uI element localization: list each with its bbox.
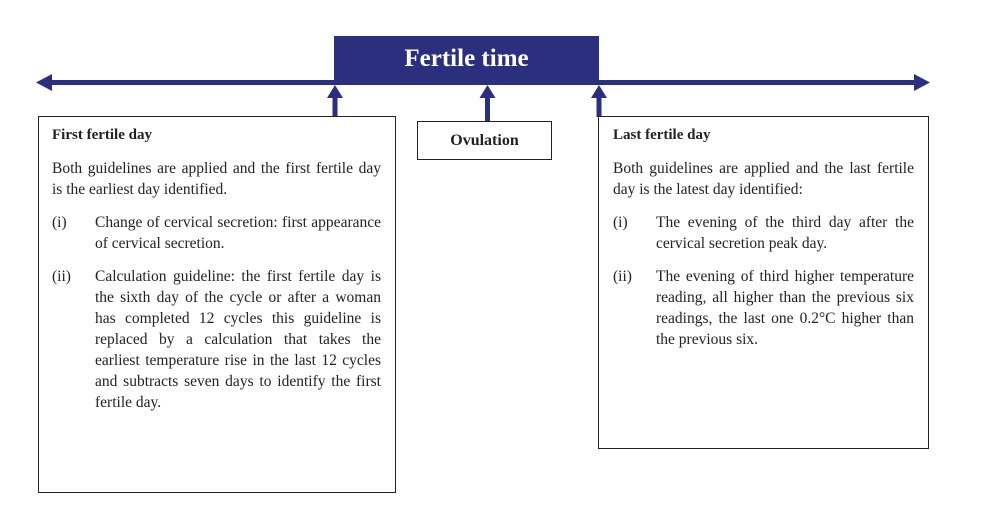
guideline-number: (i) [613, 214, 628, 231]
guideline-number: (ii) [613, 268, 632, 285]
last-day-connector [597, 96, 602, 117]
timeline-arrow-left [36, 74, 52, 91]
timeline-arrow-right [914, 74, 930, 91]
guideline-number: (i) [52, 214, 67, 231]
last-fertile-day-intro: Both guidelines are applied and the last fertile day is the latest day identified: [613, 160, 914, 198]
ovulation-arrowhead [480, 85, 496, 98]
first-fertile-day-intro: Both guidelines are applied and the first fertile day is the earliest day identified. [52, 160, 381, 198]
first-fertile-day-box [38, 116, 396, 493]
first-fertile-guideline [52, 212, 381, 254]
first-fertile-day-title: First fertile day [52, 127, 152, 143]
first-day-connector [333, 96, 338, 117]
last-fertile-day-box [598, 116, 929, 449]
last-fertile-day-title: Last fertile day [613, 127, 711, 143]
ovulation-connector [485, 96, 490, 122]
last-fertile-guideline [613, 266, 914, 350]
ovulation-box: Ovulation [417, 121, 552, 160]
guideline-text: Change of cervical secretion: first appearance of cervical secretion. [95, 214, 381, 252]
guideline-number: (ii) [52, 268, 71, 285]
guideline-text: The evening of third higher temperature reading, all higher than the previous six readings, the last one 0.2°C higher than the previous six. [656, 268, 914, 348]
guideline-text: Calculation guideline: the first fertile day is the sixth day of the cycle or after a woman has completed 12 cycles this guideline is replaced by a calculation that takes the earliest temperature rise in the last 12 cycles and subtracts seven days to identify the first fertile day. [95, 268, 381, 411]
last-day-arrowhead [591, 85, 607, 98]
first-fertile-guideline [52, 266, 381, 413]
guideline-text: The evening of the third day after the cervical secretion peak day. [656, 214, 914, 252]
fertile-time-header: Fertile time [334, 36, 599, 82]
last-fertile-guideline [613, 212, 914, 254]
first-day-arrowhead [327, 85, 343, 98]
